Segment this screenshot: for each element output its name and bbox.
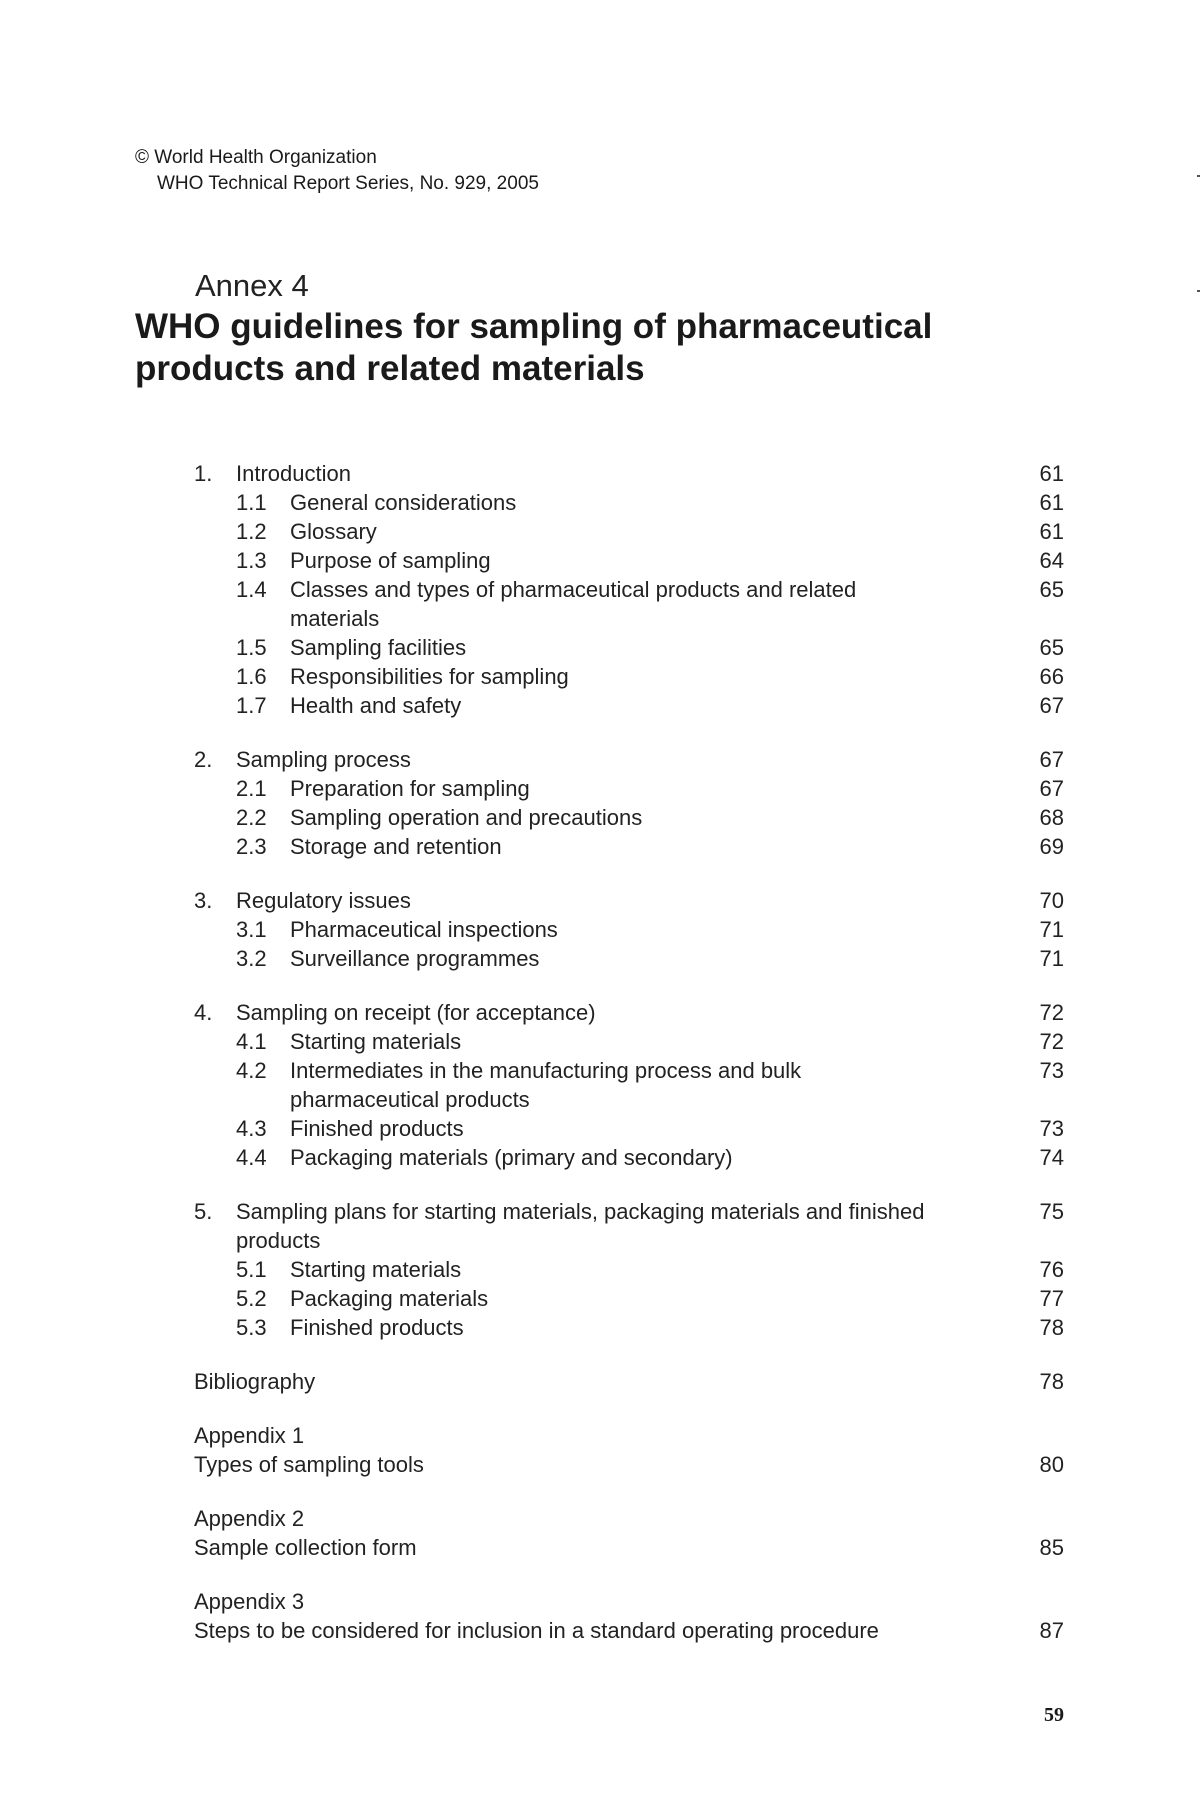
toc-entry-title: Finished products [290,1315,464,1340]
toc-entry-page: 78 [1039,1369,1064,1394]
toc-entry-title: Glossary [290,519,377,544]
toc-entry-number: 3. [194,888,213,913]
toc-entry-title: Sampling operation and precautions [290,805,643,830]
toc-entry-number: 1.3 [236,548,267,573]
toc-section [194,998,1064,1172]
document-title: WHO guidelines for sampling of pharmaceutical products and related materials [135,307,933,388]
toc-entry[interactable] [194,546,1064,575]
toc-entry-title: Intermediates in the manufacturing process and bulk pharmaceutical products [290,1058,802,1112]
toc-entry[interactable] [194,459,1064,488]
toc-entry[interactable] [194,1450,1064,1479]
toc-entry[interactable] [194,633,1064,662]
toc-entry[interactable] [194,488,1064,517]
toc-section [194,1367,1064,1396]
toc-entry-page: 74 [1039,1145,1064,1170]
toc-entry-title: Surveillance programmes [290,946,540,971]
toc-entry-page: 85 [1039,1535,1064,1560]
toc-entry-title: Classes and types of pharmaceutical products and related materials [290,577,857,631]
toc-section [194,745,1064,861]
toc-entry-page: 80 [1039,1452,1064,1477]
toc-entry-number: 1.1 [236,490,267,515]
toc-entry-number: 1.6 [236,664,267,689]
toc-entry[interactable] [194,1056,1064,1114]
toc-entry-page: 73 [1039,1058,1064,1083]
toc-entry-page: 71 [1039,917,1064,942]
toc-entry-page: 76 [1039,1257,1064,1282]
toc-entry-page: 65 [1039,635,1064,660]
toc-entry-title: Introduction [236,461,351,486]
series-line: WHO Technical Report Series, No. 929, 2005 [157,173,539,194]
toc-entry-number: 2.3 [236,834,267,859]
toc-section [194,1587,1064,1645]
toc-entry[interactable] [194,1197,1064,1255]
toc-entry-number: 1.4 [236,577,267,602]
toc-entry-number: 4.1 [236,1029,267,1054]
toc-entry-page: 61 [1039,490,1064,515]
toc-entry-title: Bibliography [194,1369,316,1394]
toc-entry-title: Storage and retention [290,834,502,859]
toc-section [194,1504,1064,1562]
toc-entry-page: 67 [1039,693,1064,718]
toc-entry[interactable] [194,1367,1064,1396]
toc-entry-title: General considerations [290,490,517,515]
toc-entry-page: 65 [1039,577,1064,602]
toc-entry-page: 61 [1039,519,1064,544]
toc-entry[interactable] [194,1533,1064,1562]
toc-entry[interactable] [194,517,1064,546]
toc-entry-page: 68 [1039,805,1064,830]
toc-entry-title: Appendix 2 [194,1506,305,1531]
toc-entry-page: 67 [1039,747,1064,772]
toc-entry[interactable] [194,1313,1064,1342]
table-of-contents [194,459,1064,1645]
toc-entry-number: 5.1 [236,1257,267,1282]
toc-entry[interactable] [194,774,1064,803]
toc-entry[interactable] [194,1284,1064,1313]
toc-entry[interactable] [194,998,1064,1027]
toc-entry[interactable] [194,1504,1064,1533]
toc-entry-title: Sampling facilities [290,635,467,660]
toc-entry-number: 5. [194,1199,213,1224]
toc-entry-page: 67 [1039,776,1064,801]
toc-entry-number: 1.5 [236,635,267,660]
toc-entry[interactable] [194,886,1064,915]
toc-entry-title: Purpose of sampling [290,548,491,573]
toc-entry-number: 5.2 [236,1286,267,1311]
toc-entry-number: 4.4 [236,1145,267,1170]
copyright-block [135,145,539,197]
toc-entry-title: Steps to be considered for inclusion in a standard operating procedure [194,1618,879,1643]
annex-label: Annex 4 [195,268,309,303]
toc-entry[interactable] [194,915,1064,944]
toc-entry-number: 2.1 [236,776,267,801]
toc-entry-page: 71 [1039,946,1064,971]
toc-entry[interactable] [194,944,1064,973]
toc-entry-title: Sampling process [236,747,411,772]
toc-entry[interactable] [194,803,1064,832]
toc-entry[interactable] [194,691,1064,720]
toc-entry-title: Types of sampling tools [194,1452,424,1477]
copyright-line: © World Health Organization [135,147,377,168]
toc-section [194,459,1064,720]
toc-entry-title: Pharmaceutical inspections [290,917,558,942]
toc-entry-number: 1. [194,461,213,486]
toc-entry-page: 75 [1039,1199,1064,1224]
toc-entry[interactable] [194,1143,1064,1172]
toc-entry-page: 78 [1039,1315,1064,1340]
toc-entry-page: 77 [1039,1286,1064,1311]
toc-entry-title: Sample collection form [194,1535,417,1560]
toc-entry-page: 70 [1039,888,1064,913]
toc-entry-page: 69 [1039,834,1064,859]
toc-entry-number: 1.2 [236,519,267,544]
toc-entry-title: Packaging materials [290,1286,489,1311]
toc-entry[interactable] [194,1114,1064,1143]
toc-entry[interactable] [194,745,1064,774]
toc-entry-number: 1.7 [236,693,267,718]
toc-entry-page: 64 [1039,548,1064,573]
toc-entry-page: 73 [1039,1116,1064,1141]
toc-entry-number: 4. [194,1000,213,1025]
toc-entry[interactable] [194,832,1064,861]
toc-entry-title: Preparation for sampling [290,776,530,801]
toc-entry-number: 5.3 [236,1315,267,1340]
toc-entry-title: Finished products [290,1116,464,1141]
toc-entry-page: 87 [1039,1618,1064,1643]
toc-entry-number: 3.1 [236,917,267,942]
toc-entry[interactable] [194,662,1064,691]
toc-entry[interactable] [194,1027,1064,1056]
toc-entry-page: 72 [1039,1000,1064,1025]
toc-entry[interactable] [194,1587,1064,1616]
toc-entry[interactable] [194,1421,1064,1450]
toc-entry-page: 72 [1039,1029,1064,1054]
toc-entry[interactable] [194,1255,1064,1284]
toc-section [194,1421,1064,1479]
toc-entry[interactable] [194,1616,1064,1645]
toc-entry-title: Sampling on receipt (for acceptance) [236,1000,596,1025]
toc-entry-number: 4.3 [236,1116,267,1141]
toc-section [194,1197,1064,1342]
toc-entry-title: Starting materials [290,1029,462,1054]
toc-entry-number: 2. [194,747,213,772]
toc-entry-page: 66 [1039,664,1064,689]
toc-entry[interactable] [194,575,1064,633]
toc-entry-title: Sampling plans for starting materials, packaging materials and finished products [236,1199,925,1253]
toc-entry-title: Responsibilities for sampling [290,664,569,689]
toc-entry-title: Health and safety [290,693,462,718]
toc-entry-title: Packaging materials (primary and secondary) [290,1145,733,1170]
toc-entry-title: Appendix 1 [194,1423,305,1448]
toc-section [194,886,1064,973]
toc-entry-number: 2.2 [236,805,267,830]
toc-entry-title: Appendix 3 [194,1589,305,1614]
page-number: 59 [1044,1704,1064,1726]
toc-entry-title: Regulatory issues [236,888,411,913]
toc-entry-title: Starting materials [290,1257,462,1282]
toc-entry-page: 61 [1039,461,1064,486]
toc-entry-number: 4.2 [236,1058,267,1083]
toc-entry-number: 3.2 [236,946,267,971]
